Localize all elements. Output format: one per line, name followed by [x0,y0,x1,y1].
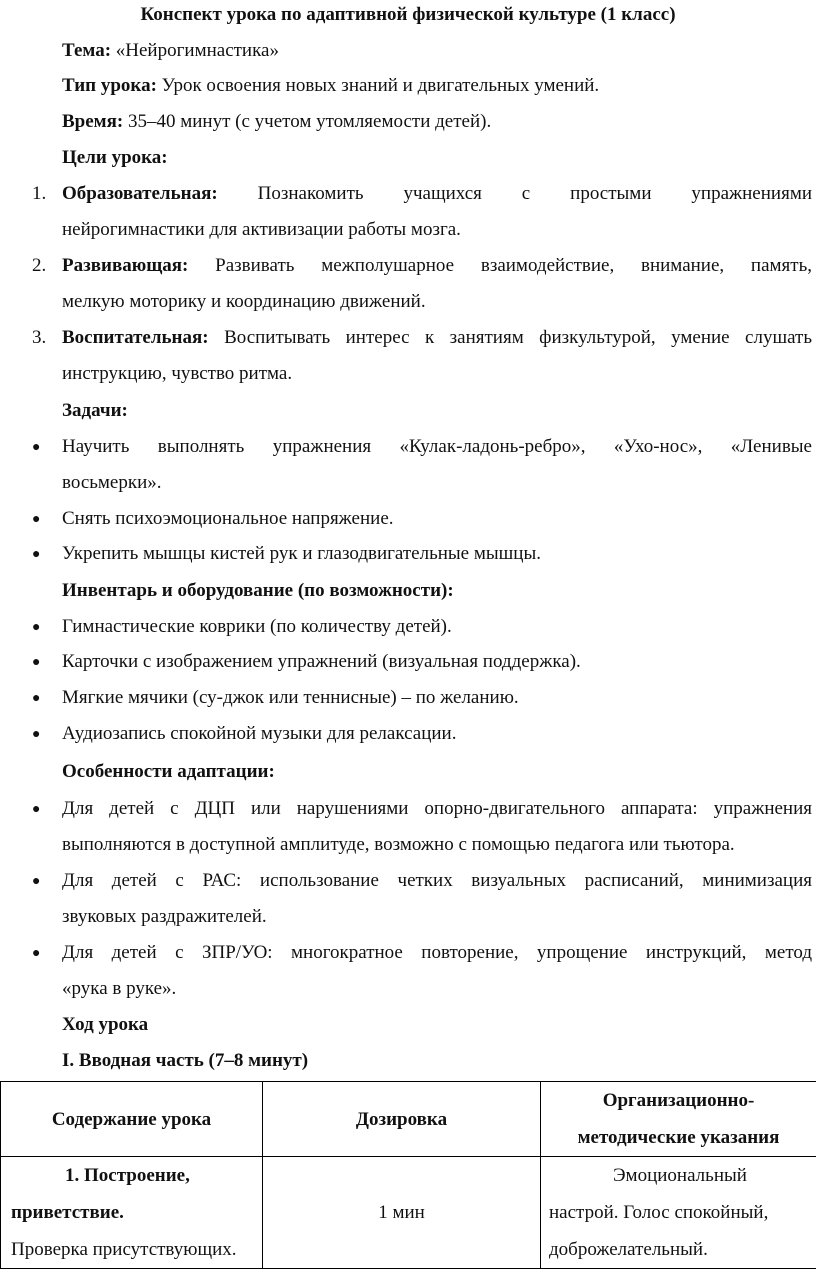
goal-item [62,327,812,349]
bullet-icon: ● [32,547,41,562]
bullet-icon: ● [32,727,41,742]
goals-heading: Цели урока: [62,147,168,168]
goal-text-cont: мелкую моторику и координацию движений. [62,291,426,312]
time-label: Время: [62,111,124,132]
bullet-icon: ● [32,802,41,817]
goal-text-cont: инструкцию, чувство ритма. [62,363,293,384]
goal-marker: 2. [32,255,47,276]
goal-label: Образовательная: [62,183,218,204]
adaptation-item-cont: «рука в руке». [62,978,177,999]
theme-value: «Нейрогимнастика» [115,40,279,61]
equipment-item: Гимнастические коврики (по количеству детей). [62,616,452,637]
theme-label: Тема: [62,40,112,61]
task-item: Снять психоэмоциональное напряжение. [62,508,394,529]
table-cell-dosage: 1 мин [263,1157,541,1269]
table-header-row [1,1082,816,1157]
notes-text: Эмоциональный настрой. Голос спокойный, доброжелательный. [549,1165,769,1260]
goal-item [62,183,812,205]
course-heading: Ход урока [62,1014,149,1035]
equipment-item: Карточки с изображением упражнений (визуальная поддержка). [62,651,581,672]
bullet-icon: ● [32,440,41,455]
goal-marker: 3. [32,327,47,348]
bullet-icon: ● [32,512,41,527]
bullet-icon: ● [32,691,41,706]
equipment-heading: Инвентарь и оборудование (по возможности): [62,580,454,601]
adaptation-item-cont: звуковых раздражителей. [62,906,267,927]
goal-text: Познакомить учащихся с простыми упражнениями [257,183,813,204]
adaptation-heading: Особенности адаптации: [62,761,275,782]
bullet-icon: ● [32,946,41,961]
theme-line [62,40,279,62]
lesson-type-label: Тип урока: [62,75,157,96]
goal-text: Развивать межполушарное взаимодействие, внимание, память, [215,255,812,276]
content-text: Проверка присутствующих. [11,1239,237,1260]
adaptation-item-cont: выполняются в доступной амплитуде, возможно с помощью педагога или тьютора. [62,834,735,855]
table-header-cell: Содержание урока [1,1082,263,1157]
table-header-cell: Организационно-методические указания [541,1082,816,1157]
task-item: Научить выполнять упражнения «Кулак-ладонь-ребро», «Ухо-нос», «Ленивые [62,436,812,457]
bullet-icon: ● [32,620,41,635]
lesson-type-value: Урок освоения новых знаний и двигательных умений. [161,75,600,96]
table-row [1,1157,816,1269]
adaptation-item: Для детей с РАС: использование четких визуальных расписаний, минимизация [62,870,812,891]
document-title: Конспект урока по адаптивной физической культуре (1 класс) [140,4,676,25]
time-value: 35–40 минут (с учетом утомляемости детей). [127,111,492,132]
goal-text-cont: нейрогимнастики для активизации работы мозга. [62,219,461,240]
table-header-cell: Дозировка [263,1082,541,1157]
part-heading: I. Вводная часть (7–8 минут) [62,1050,309,1071]
task-item-cont: восьмерки». [62,472,162,493]
equipment-item: Аудиозапись спокойной музыки для релаксации. [62,723,457,744]
task-item: Укрепить мышцы кистей рук и глазодвигательные мышцы. [62,543,541,564]
bullet-icon: ● [32,874,41,889]
adaptation-item: Для детей с ДЦП или нарушениями опорно-двигательного аппарата: упражнения [62,798,812,819]
equipment-item: Мягкие мячики (су-джок или теннисные) – по желанию. [62,687,519,708]
content-title: 1. Построение, приветствие. [11,1165,190,1223]
table-cell-content [1,1157,263,1269]
goal-label: Воспитательная: [62,327,209,348]
goal-marker: 1. [32,183,47,204]
tasks-heading: Задачи: [62,400,128,421]
table-cell-notes [541,1157,816,1269]
time-line [62,111,491,133]
adaptation-item: Для детей с ЗПР/УО: многократное повторение, упрощение инструкций, метод [62,942,812,963]
goal-item [62,255,812,277]
lesson-type-line [62,75,599,97]
lesson-table [0,1081,816,1269]
goal-text: Воспитывать интерес к занятиям физкультурой, умение слушать [224,327,812,348]
goal-label: Развивающая: [62,255,189,276]
bullet-icon: ● [32,655,41,670]
